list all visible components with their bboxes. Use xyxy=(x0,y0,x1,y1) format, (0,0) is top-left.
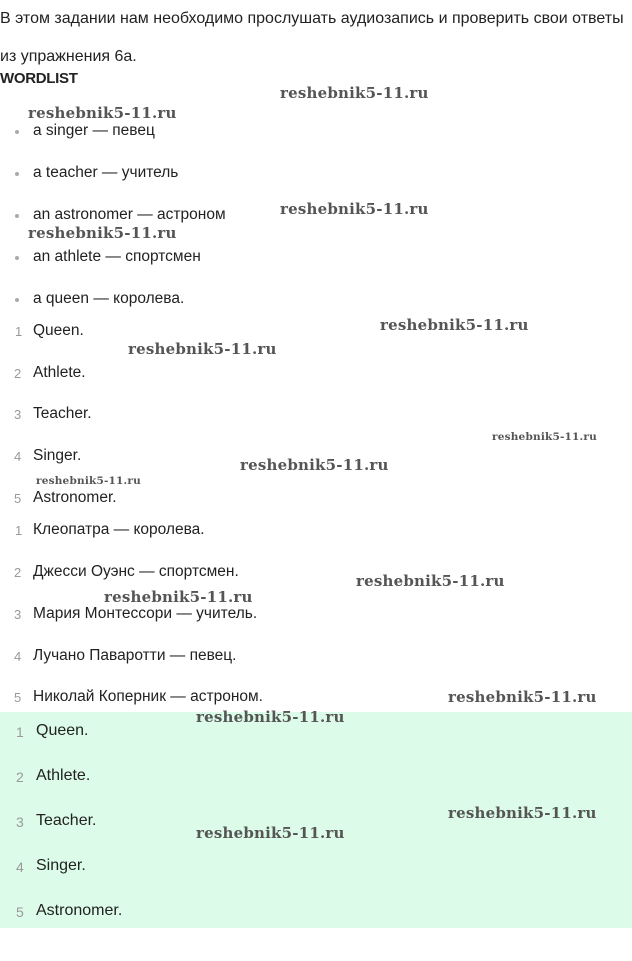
watermark: reshebnik5-11.ru xyxy=(280,200,429,218)
bullet-icon xyxy=(15,172,19,176)
watermark: reshebnik5-11.ru xyxy=(36,475,141,487)
watermark: reshebnik5-11.ru xyxy=(28,224,177,242)
watermark: reshebnik5-11.ru xyxy=(28,104,177,122)
bullet-icon xyxy=(15,256,19,260)
bullet-icon xyxy=(15,130,19,134)
watermark: reshebnik5-11.ru xyxy=(196,708,345,726)
watermark: reshebnik5-11.ru xyxy=(356,572,505,590)
watermark: reshebnik5-11.ru xyxy=(104,588,253,606)
answer-box: 1 Queen. 2 Athlete. 3 Teacher. 4 Singer. 5 Astronomer. xyxy=(0,712,632,928)
watermark: reshebnik5-11.ru xyxy=(196,824,345,842)
bullet-icon xyxy=(15,214,19,218)
intro-text: В этом задании нам необходимо прослушать аудиозапись и проверить свои ответы из упражнения 6а. xyxy=(0,10,624,65)
watermark: reshebnik5-11.ru xyxy=(448,688,597,706)
watermark: reshebnik5-11.ru xyxy=(128,340,277,358)
watermark: reshebnik5-11.ru xyxy=(280,84,429,102)
bullet-icon xyxy=(15,298,19,302)
watermark: reshebnik5-11.ru xyxy=(492,431,597,443)
watermark: reshebnik5-11.ru xyxy=(240,456,389,474)
watermark: reshebnik5-11.ru xyxy=(448,804,597,822)
watermark: reshebnik5-11.ru xyxy=(380,316,529,334)
wordlist-heading: WORDLIST xyxy=(0,70,78,87)
